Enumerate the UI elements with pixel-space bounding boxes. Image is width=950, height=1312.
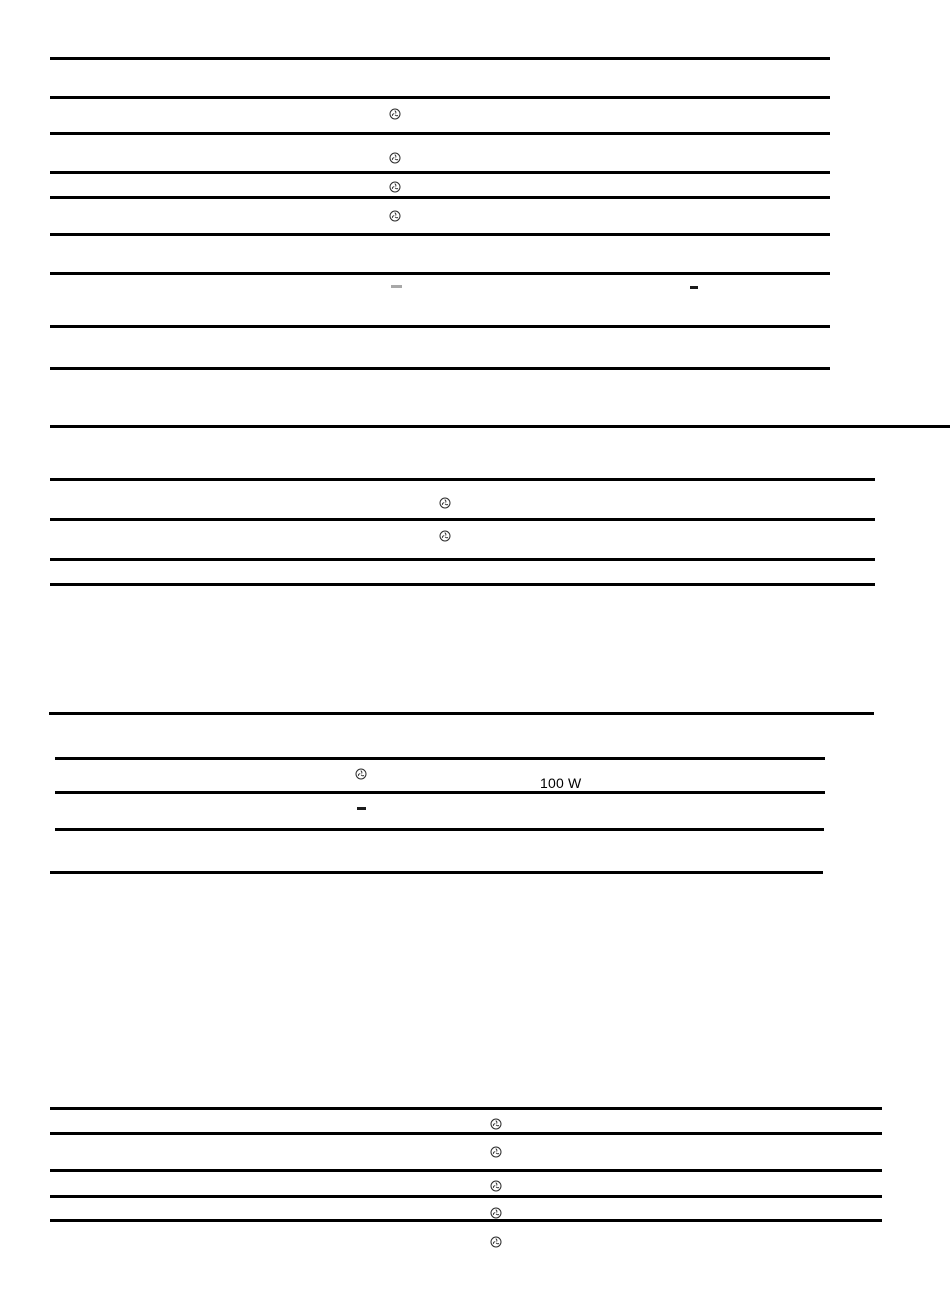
wattage-value: 100 W bbox=[540, 775, 582, 791]
table-rule bbox=[50, 478, 875, 481]
table-rule bbox=[50, 558, 875, 561]
table-rule bbox=[50, 325, 830, 328]
table-rule bbox=[50, 1219, 882, 1222]
table-rule bbox=[50, 233, 830, 236]
pinwheel-icon bbox=[490, 1146, 502, 1158]
table-rule bbox=[50, 272, 830, 275]
table-rule bbox=[50, 96, 830, 99]
dash-mark bbox=[690, 286, 698, 289]
pinwheel-icon bbox=[490, 1236, 502, 1248]
table-rule bbox=[50, 1169, 882, 1172]
dash-mark bbox=[357, 807, 366, 810]
table-rule bbox=[50, 583, 875, 586]
pinwheel-icon bbox=[490, 1207, 502, 1219]
table-rule bbox=[50, 1195, 882, 1198]
table-rule bbox=[50, 1107, 882, 1110]
pinwheel-icon bbox=[389, 181, 401, 193]
table-rule bbox=[55, 828, 824, 831]
table-rule bbox=[49, 712, 874, 715]
dash-mark bbox=[391, 285, 402, 288]
table-rule bbox=[50, 171, 830, 174]
pinwheel-icon bbox=[490, 1118, 502, 1130]
pinwheel-icon bbox=[439, 497, 451, 509]
table-rule bbox=[50, 57, 830, 60]
pinwheel-icon bbox=[439, 530, 451, 542]
table-rule bbox=[50, 132, 830, 135]
pinwheel-icon bbox=[355, 768, 367, 780]
pinwheel-icon bbox=[389, 210, 401, 222]
table-rule bbox=[50, 1132, 882, 1135]
pinwheel-icon bbox=[389, 108, 401, 120]
table-rule bbox=[50, 518, 875, 521]
pinwheel-icon bbox=[389, 152, 401, 164]
table-rule bbox=[50, 871, 823, 874]
table-rule bbox=[50, 367, 830, 370]
full-width-divider-rule bbox=[50, 425, 950, 428]
pinwheel-icon bbox=[490, 1180, 502, 1192]
table-rule bbox=[50, 196, 830, 199]
table-rule bbox=[55, 791, 825, 794]
table-rule bbox=[55, 757, 825, 760]
